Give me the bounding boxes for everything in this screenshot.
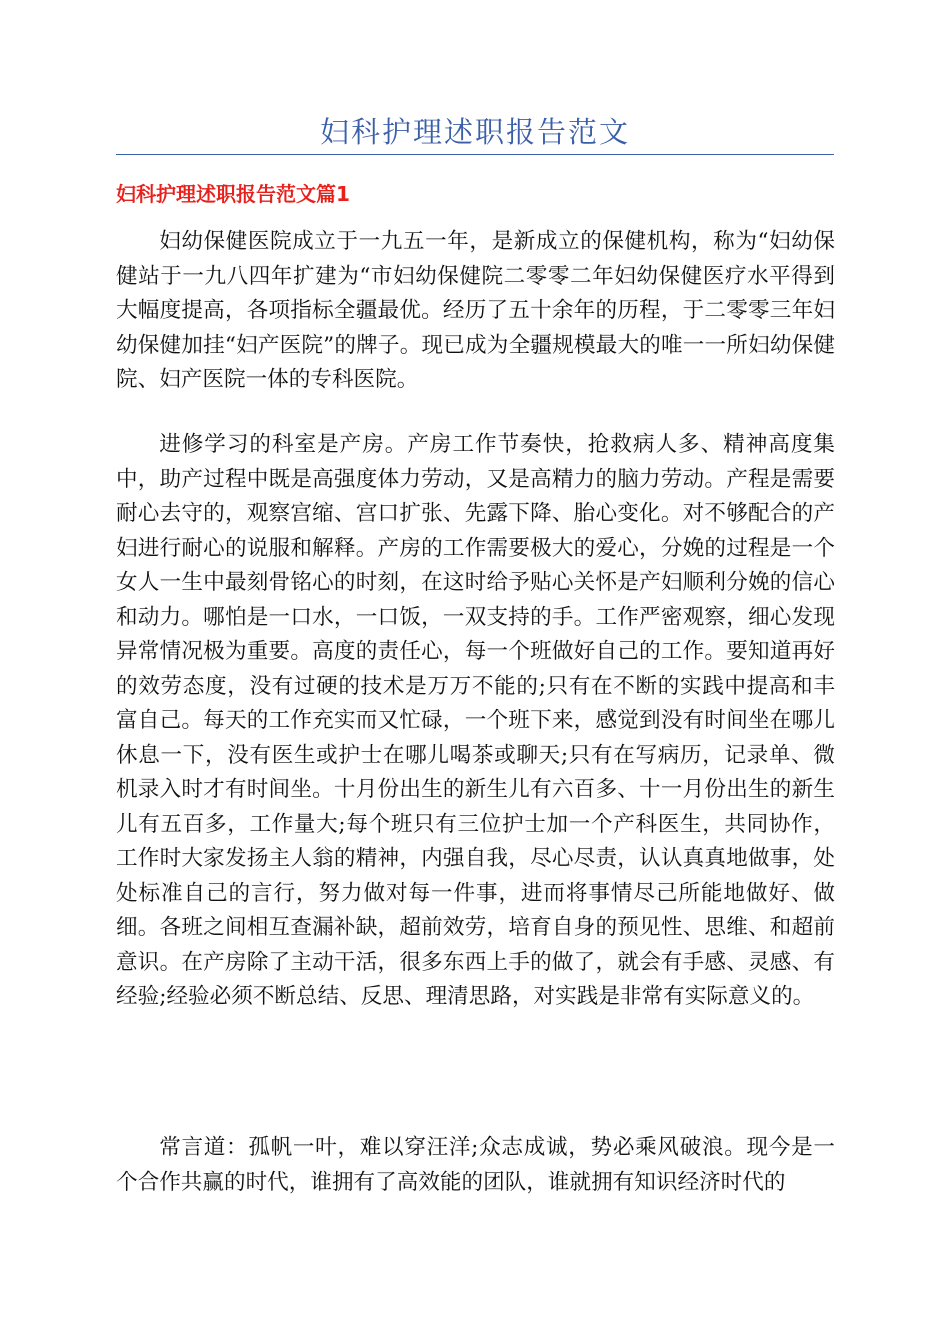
document-title: 妇科护理述职报告范文 xyxy=(319,115,630,149)
body-paragraph-3: 常言道：孤帆一叶，难以穿汪洋;众志成诚，势必乘风破浪。现今是一个合作共赢的时代，谁拥有了高效能的团队，谁就拥有知识经济时代的 xyxy=(116,1135,835,1195)
body-paragraph-1: 妇幼保健医院成立于一九五一年，是新成立的保健机构，称为“妇幼保健站于一九八四年扩建为“市妇幼保健院二零零二年妇幼保健医疗水平得到大幅度提高，各项指标全疆最优。经历了五十余年的历程，于二零零三年妇幼保健加挂“妇产医院”的牌子。现已成为全疆规模最大的唯一一所妇幼保健院、妇产医院一体的专科医院。 xyxy=(116,229,835,392)
body-paragraph-2: 进修学习的科室是产房。产房工作节奏快，抢救病人多、精神高度集中，助产过程中既是高强度体力劳动，又是高精力的脑力劳动。产程是需要耐心去守的，观察宫缩、宫口扩张、先露下降、胎心变化。对不够配合的产妇进行耐心的说服和解释。产房的工作需要极大的爱心，分娩的过程是一个女人一生中最刻骨铭心的时刻，在这时给予贴心关怀是产妇顺利分娩的信心和动力。哪怕是一口水，一口饭，一双支持的手。工作严密观察，细心发现异常情况极为重要。高度的责任心，每一个班做好自己的工作。要知道再好的效劳态度，没有过硬的技术是万万不能的;只有在不断的实践中提高和丰富自己。每天的工作充实而又忙碌，一个班下来，感觉到没有时间坐在哪儿休息一下，没有医生或护士在哪儿喝茶或聊天;只有在写病历，记录单、微机录入时才有时间坐。十月份出生的新生儿有六百多、十一月份出生的新生儿有五百多，工作量大;每个班只有三位护士加一个产科医生，共同协作，工作时大家发扬主人翁的精神，内强自我，尽心尽责，认认真真地做事，处处标准自己的言行，努力做对每一件事，进而将事情尽己所能地做好、做细。各班之间相互查漏补缺，超前效劳，培育自身的预见性、思维、和超前意识。在产房除了主动干活，很多东西上手的做了，就会有手感、灵感、有经验;经验必须不断总结、反思、理清思路，对实践是非常有实际意义的。 xyxy=(116,432,835,1009)
section-heading: 妇科护理述职报告范文篇1 xyxy=(116,182,350,206)
title-underline-divider xyxy=(116,154,834,155)
